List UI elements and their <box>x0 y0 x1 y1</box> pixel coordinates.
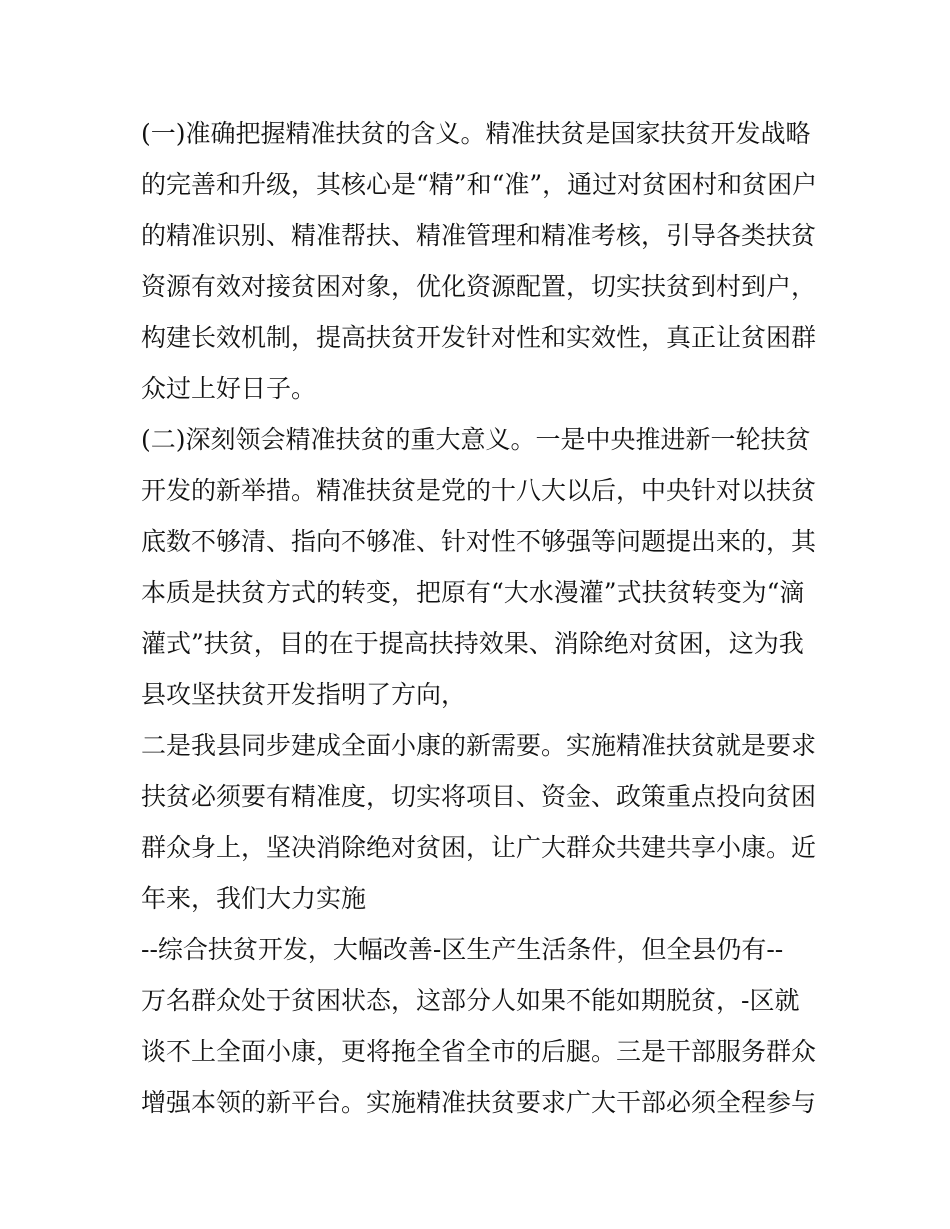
text-line-8: 开发的新举措。精准扶贫是党的十八大以后，中央针对以扶贫 <box>141 476 817 505</box>
text-line-18: 万名群众处于贫困状态，这部分人如果不能如期脱贫，-区就 <box>141 986 800 1015</box>
text-line-16: 年来，我们大力实施 <box>141 884 367 913</box>
text-line-11: 灌式”扶贫，目的在于提高扶持效果、消除绝对贫困，这为我 <box>141 629 804 658</box>
text-line-5: 构建长效机制，提高扶贫开发针对性和实效性，真正让贫困群 <box>141 323 817 352</box>
text-line-14: 扶贫必须要有精准度，切实将项目、资金、政策重点投向贫困 <box>141 782 817 811</box>
text-line-17: --综合扶贫开发，大幅改善-区生产生活条件，但全县仍有-- <box>141 935 784 964</box>
text-line-7: (二)深刻领会精准扶贫的重大意义。一是中央推进新一轮扶贫 <box>141 425 811 454</box>
text-line-15: 群众身上，坚决消除绝对贫困，让广大群众共建共享小康。近 <box>141 833 817 862</box>
text-line-4: 资源有效对接贫困对象，优化资源配置，切实扶贫到村到户， <box>141 272 817 301</box>
text-line-20: 增强本领的新平台。实施精准扶贫要求广大干部必须全程参与 <box>141 1088 817 1117</box>
text-line-1: (一)准确把握精准扶贫的含义。精准扶贫是国家扶贫开发战略 <box>141 119 811 148</box>
text-line-10: 本质是扶贫方式的转变，把原有“大水漫灌”式扶贫转变为“滴 <box>141 578 805 607</box>
text-line-13: 二是我县同步建成全面小康的新需要。实施精准扶贫就是要求 <box>141 731 817 760</box>
text-line-3: 的精准识别、精准帮扶、精准管理和精准考核，引导各类扶贫 <box>141 221 817 250</box>
body-text <box>141 108 821 1128</box>
text-line-12: 县攻坚扶贫开发指明了方向， <box>141 680 467 709</box>
text-line-2: 的完善和升级，其核心是“精”和“准”，通过对贫困村和贫困户 <box>141 170 818 199</box>
text-line-6: 众过上好日子。 <box>141 374 317 403</box>
text-line-19: 谈不上全面小康，更将拖全省全市的后腿。三是干部服务群众 <box>141 1037 817 1066</box>
text-line-9: 底数不够清、指向不够准、针对性不够强等问题提出来的，其 <box>141 527 817 556</box>
